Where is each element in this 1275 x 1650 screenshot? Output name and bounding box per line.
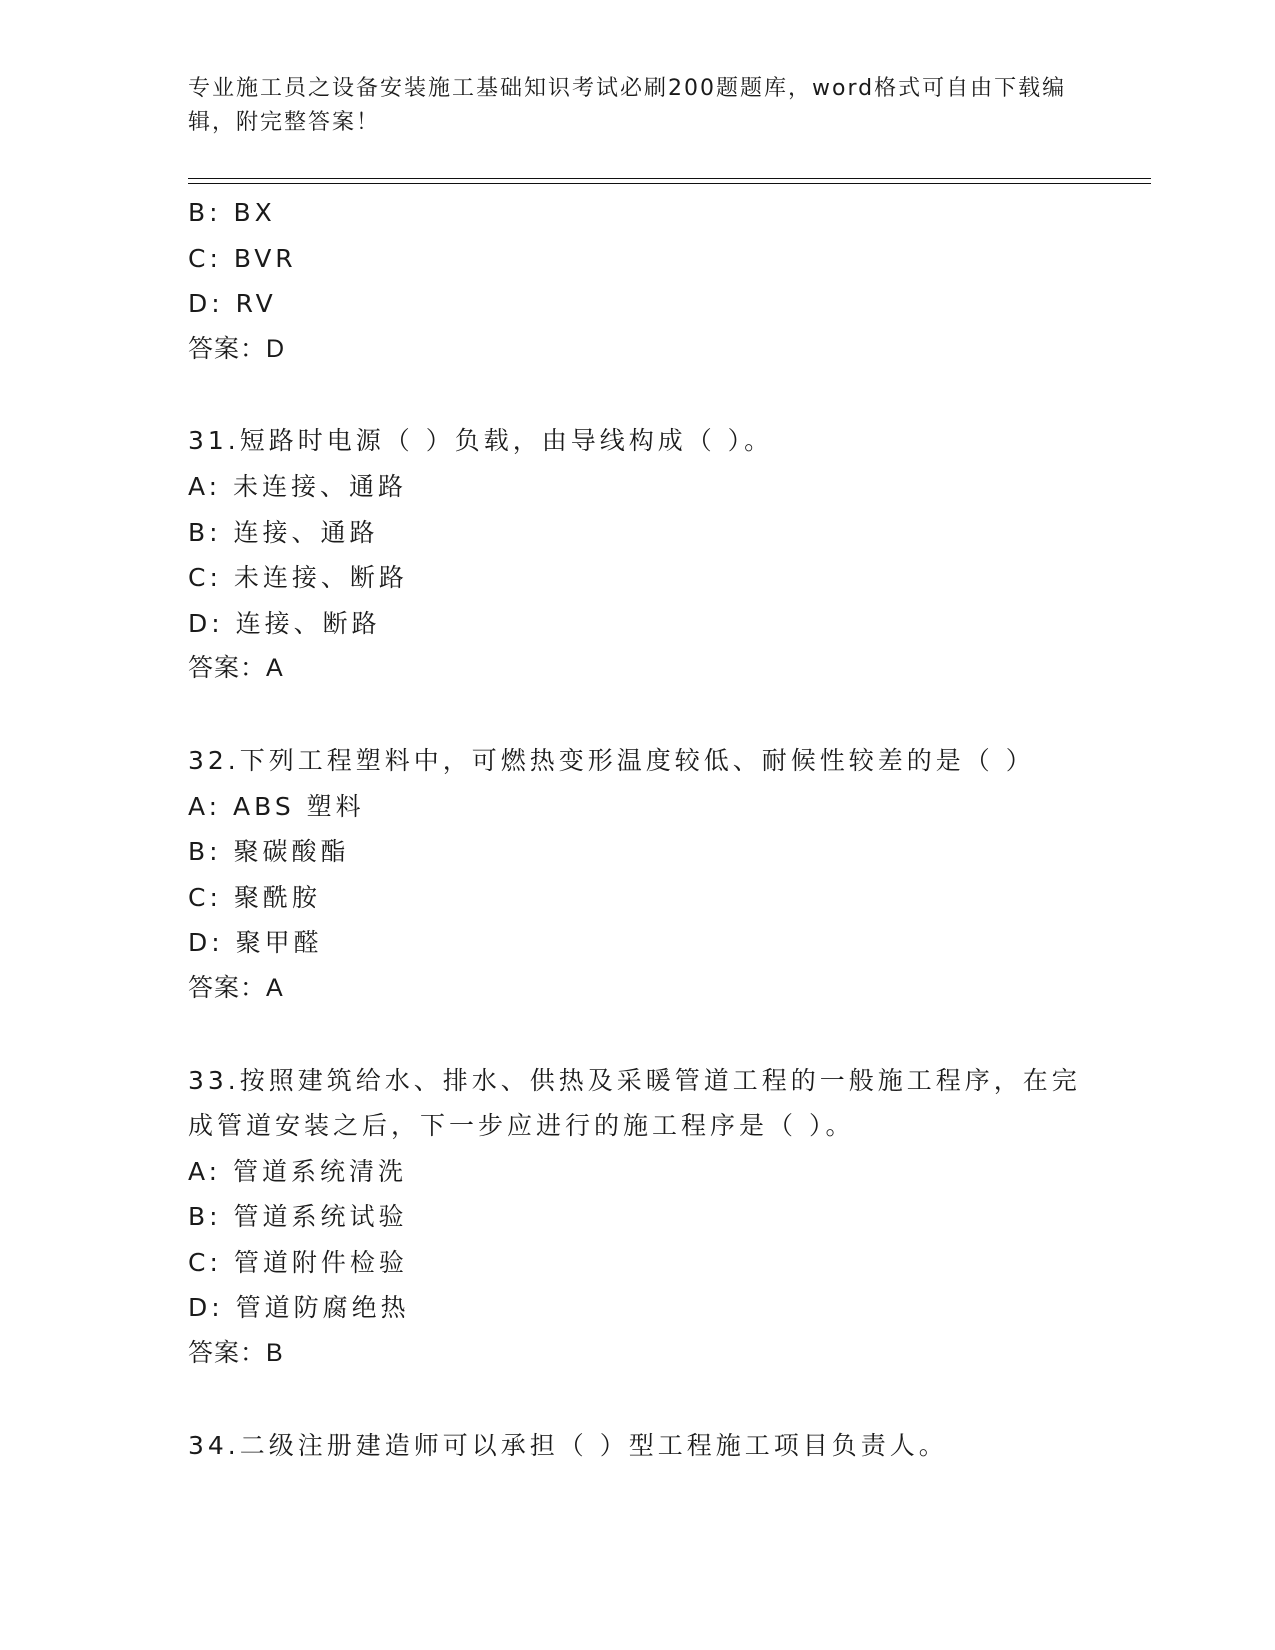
header-title: 专业施工员之设备安装施工基础知识考试必刷200题题库，word格式可自由下载编辑，附完整答案！	[188, 76, 1067, 135]
spacer	[188, 1377, 1088, 1423]
question-block-31	[188, 418, 1088, 692]
option-a: A: ABS 塑料	[188, 791, 365, 821]
spacer	[188, 692, 1088, 738]
option-c: C: 管道附件检验	[188, 1247, 408, 1277]
option-c: C: 未连接、断路	[188, 563, 408, 593]
answer-line: 答案：A	[188, 654, 284, 683]
option-b: B: 管道系统试验	[188, 1202, 408, 1232]
question-text: 32.下列工程塑料中，可燃热变形温度较低、耐候性较差的是（ ）	[188, 745, 1035, 775]
question-text: 34.二级注册建造师可以承担（ ）型工程施工项目负责人。	[188, 1430, 948, 1460]
question-text: 31.短路时电源（ ）负载，由导线构成（ ）。	[188, 426, 774, 456]
question-block-33	[188, 1058, 1088, 1377]
option-d: D: 聚甲醛	[188, 928, 323, 958]
question-text: 33.按照建筑给水、排水、供热及采暖管道工程的一般施工程序，在完成管道安装之后，下一步应进行的施工程序是（ ）。	[188, 1065, 1081, 1141]
page-header	[188, 72, 1088, 140]
option-a: A: 管道系统清洗	[188, 1156, 408, 1186]
option-c: C: BVR	[188, 243, 297, 273]
option-a: A: 未连接、通路	[188, 471, 408, 501]
answer-line: 答案：D	[188, 334, 286, 363]
document-body	[188, 190, 1088, 1468]
header-rule-bottom	[188, 183, 1151, 184]
option-b: B: BX	[188, 198, 276, 227]
option-d: D: 管道防腐绝热	[188, 1293, 410, 1323]
question-block-34	[188, 1423, 1088, 1469]
answer-line: 答案：A	[188, 973, 284, 1002]
spacer	[188, 1012, 1088, 1058]
header-rule-top	[188, 178, 1151, 179]
spacer	[188, 372, 1088, 418]
option-c: C: 聚酰胺	[188, 882, 321, 912]
option-d: D: 连接、断路	[188, 608, 381, 638]
question-block-32	[188, 738, 1088, 1012]
option-b: B: 聚碳酸酯	[188, 837, 350, 867]
answer-line: 答案：B	[188, 1339, 284, 1368]
question-block-30	[188, 190, 1088, 372]
option-d: D: RV	[188, 289, 277, 319]
option-b: B: 连接、通路	[188, 517, 379, 547]
